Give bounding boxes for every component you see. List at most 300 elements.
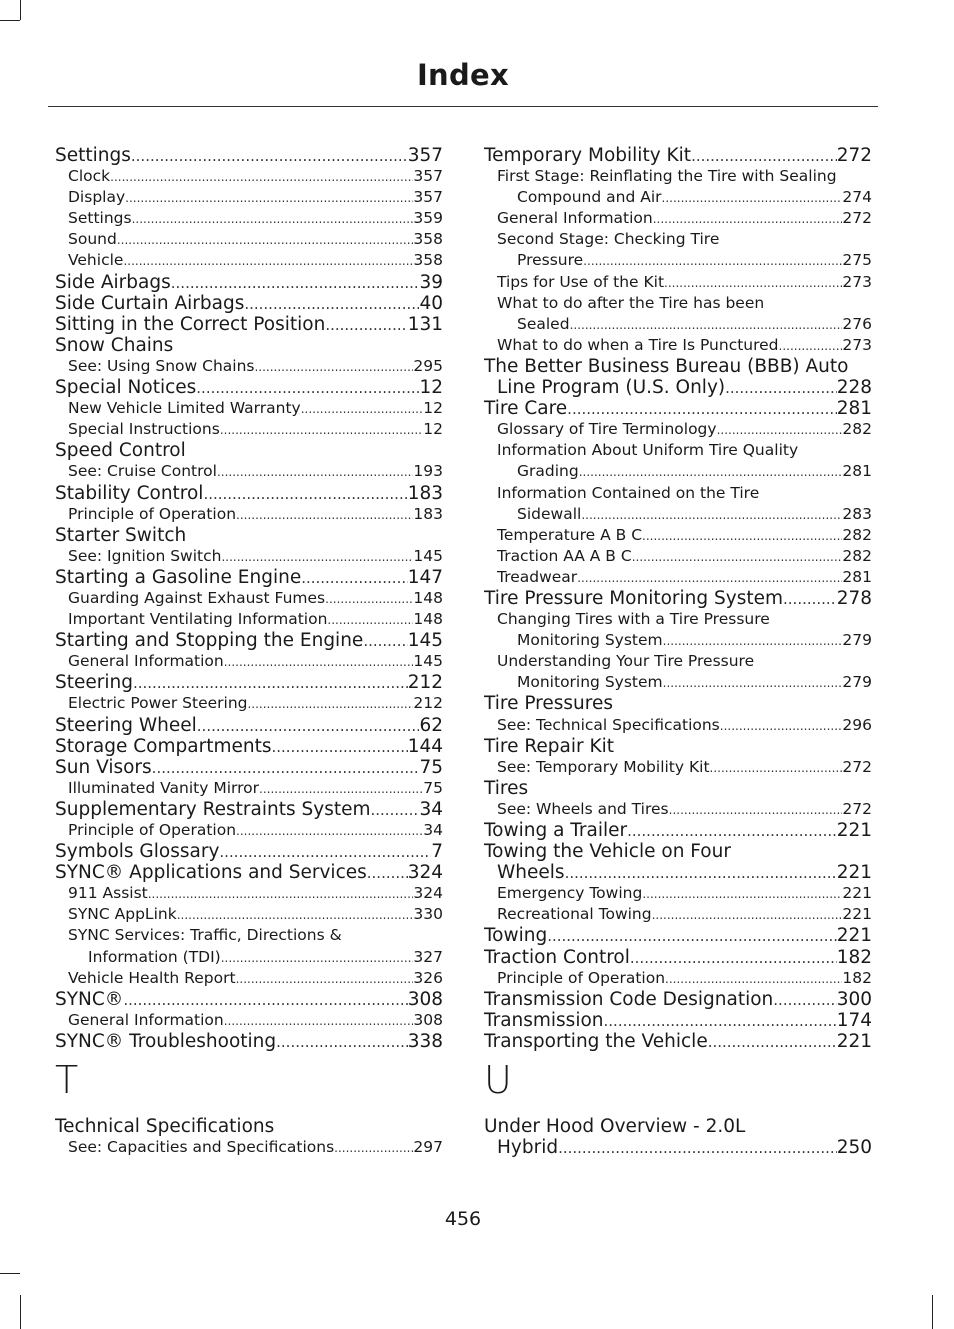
index-entry (484, 651, 872, 672)
index-entry-page: 273 (842, 335, 872, 354)
index-entry (484, 356, 872, 377)
crop-mark (20, 1295, 21, 1329)
index-entry-text: Steering Wheel (55, 714, 197, 736)
page-title: Index (416, 58, 510, 92)
dot-leader (177, 905, 414, 925)
dot-leader (579, 462, 843, 482)
dot-leader (630, 948, 837, 968)
index-entry-page: 40 (419, 292, 443, 314)
dot-leader (664, 273, 842, 293)
dot-leader (125, 188, 413, 208)
index-entry-text: Tire Repair Kit (484, 735, 614, 757)
index-entry-text: Important Ventilating Information (68, 610, 328, 629)
index-entry (55, 883, 443, 904)
index-entry-text: General Information (497, 209, 653, 228)
index-entry-page: 228 (836, 377, 872, 399)
index-entry (484, 841, 872, 862)
index-entry-text: Tire Care (484, 398, 568, 420)
dot-leader (367, 863, 408, 883)
index-entry-page: 281 (842, 567, 872, 586)
index-entry-text: Supplementary Restraints System (55, 798, 371, 820)
dot-leader (642, 526, 842, 546)
index-entry-text: Electric Power Steering (68, 694, 248, 713)
dot-leader (224, 652, 414, 672)
index-entry (484, 883, 872, 904)
index-entry (484, 715, 872, 736)
dot-leader (565, 863, 837, 883)
index-entry-text: The Better Business Bureau (BBB) Auto (484, 355, 849, 377)
dot-leader (123, 990, 407, 1010)
index-entry-text: Special Notices (55, 377, 197, 399)
index-entry (484, 862, 872, 883)
index-entry-text: Storage Compartments (55, 735, 272, 757)
dot-leader (220, 420, 423, 440)
index-entry-text: See: Wheels and Tires (497, 799, 669, 818)
index-entry (484, 293, 872, 314)
index-entry (484, 672, 872, 693)
index-entry-text: SYNC AppLink (68, 905, 177, 924)
index-entry-text: Transmission (484, 1009, 604, 1031)
index-entry-page: 282 (842, 420, 872, 439)
index-entry-page: 308 (413, 1010, 443, 1029)
index-entry (484, 145, 872, 166)
index-entry (484, 925, 872, 946)
index-entry-text: Settings (55, 145, 131, 166)
index-entry-text: First Stage: Reinflating the Tire with Sealing (497, 167, 837, 186)
index-entry (484, 630, 872, 651)
index-entry (55, 588, 443, 609)
index-entry (55, 715, 443, 736)
index-entry (484, 461, 872, 482)
index-entry (484, 208, 872, 229)
index-entry-text: Transporting the Vehicle (484, 1030, 708, 1052)
index-entry-text: Monitoring System (517, 631, 663, 650)
index-entry-page: 357 (407, 145, 443, 166)
index-entry-page: 144 (407, 735, 443, 757)
dot-leader (171, 273, 420, 293)
dot-leader (301, 568, 407, 588)
index-entry (55, 630, 443, 651)
dot-leader (583, 251, 842, 271)
index-entry-page: 182 (842, 968, 872, 987)
index-entry-text: Towing (484, 925, 548, 947)
dot-leader (779, 336, 843, 356)
index-entry-page: 324 (413, 884, 443, 903)
index-entry-page: 279 (842, 631, 872, 650)
index-entry-text: General Information (68, 1010, 224, 1029)
index-entry (55, 1010, 443, 1031)
index-entry-page: 75 (423, 778, 443, 797)
index-entry-page: 148 (413, 610, 443, 629)
index-entry-page: 324 (407, 862, 443, 884)
index-entry-text: Information Contained on the Tire (497, 483, 760, 502)
index-entry-page: 274 (842, 188, 872, 207)
index-entry (484, 799, 872, 820)
index-entry (55, 820, 443, 841)
index-entry (55, 1137, 443, 1158)
index-entry (484, 904, 872, 925)
index-entry-page: 338 (407, 1030, 443, 1052)
index-entry-text: Special Instructions (68, 420, 220, 439)
index-entry-text: Second Stage: Checking Tire (497, 230, 720, 249)
dot-leader (663, 631, 843, 651)
index-entry-text: Traction Control (484, 946, 630, 968)
dot-leader (259, 779, 423, 799)
dot-leader (236, 969, 414, 989)
index-section-letter: U (484, 1058, 512, 1103)
index-entry-text: See: Using Snow Chains (68, 356, 255, 375)
dot-leader (224, 1011, 414, 1031)
index-entry-text: Stability Control (55, 482, 204, 504)
index-entry-page: 272 (836, 145, 872, 166)
index-entry-text: 911 Assist (68, 884, 148, 903)
index-entry-text: Understanding Your Tire Pressure (497, 652, 755, 671)
index-entry-page: 308 (407, 988, 443, 1010)
index-entry (55, 1116, 443, 1137)
index-entry (484, 588, 872, 609)
index-entry-text: Display (68, 188, 126, 207)
index-entry (55, 272, 443, 293)
dot-leader (725, 378, 837, 398)
index-entry-text: Monitoring System (517, 673, 663, 692)
index-entry-text: Snow Chains (55, 334, 174, 356)
index-entry-text: General Information (68, 652, 224, 671)
index-entry-page: 275 (842, 251, 872, 270)
index-entry-page: 326 (413, 968, 443, 987)
index-entry-text: See: Ignition Switch (68, 546, 222, 565)
index-entry-text: Illuminated Vanity Mirror (68, 778, 259, 797)
index-entry-page: 12 (423, 420, 443, 439)
index-entry-page: 358 (413, 251, 443, 270)
index-entry-page: 212 (407, 672, 443, 694)
dot-leader (197, 716, 420, 736)
index-entry-page: 221 (842, 884, 872, 903)
index-entry-page: 39 (419, 271, 443, 293)
dot-leader (652, 905, 843, 925)
dot-leader (577, 568, 842, 588)
index-entry-text: SYNC® Troubleshooting (55, 1030, 277, 1052)
index-entry (55, 904, 443, 925)
index-entry (55, 166, 443, 187)
index-entry-text: Sun Visors (55, 756, 152, 778)
index-entry (484, 419, 872, 440)
index-section-letter: T (55, 1058, 79, 1103)
index-entry-page: 147 (407, 566, 443, 588)
index-entry (55, 398, 443, 419)
crop-mark (20, 0, 21, 20)
dot-leader (217, 462, 413, 482)
dot-leader (653, 209, 843, 229)
index-entry (55, 483, 443, 504)
index-entry-page: 131 (407, 313, 443, 335)
page-number: 456 (444, 1208, 482, 1230)
index-entry-text: Side Curtain Airbags (55, 292, 245, 314)
index-entry-text: Tires (484, 777, 529, 799)
index-entry-text: Towing the Vehicle on Four (484, 841, 731, 863)
index-entry-text: Hybrid (497, 1137, 559, 1159)
index-entry (55, 314, 443, 335)
index-entry (55, 356, 443, 377)
index-entry-page: 296 (842, 715, 872, 734)
dot-leader (254, 357, 413, 377)
dot-leader (604, 1011, 837, 1031)
index-entry (484, 546, 872, 567)
index-entry-text: Steering (55, 672, 133, 694)
dot-leader (570, 315, 843, 335)
index-entry-page: 221 (836, 820, 872, 841)
index-entry (484, 820, 872, 841)
dot-leader (148, 884, 414, 904)
dot-leader (327, 610, 413, 630)
index-entry-page: 183 (407, 482, 443, 504)
index-entry-page: 327 (413, 947, 443, 966)
index-entry (484, 757, 872, 778)
index-entry (484, 567, 872, 588)
dot-leader (219, 842, 431, 862)
index-entry-text: Grading (517, 462, 579, 481)
index-entry-page: 148 (413, 588, 443, 607)
dot-leader (276, 1032, 408, 1052)
dot-leader (363, 631, 407, 651)
index-entry (55, 567, 443, 588)
index-entry (55, 989, 443, 1010)
index-entry-page: 300 (836, 988, 872, 1010)
index-entry-text: See: Temporary Mobility Kit (497, 757, 710, 776)
dot-leader (371, 800, 420, 820)
dot-leader (244, 294, 419, 314)
index-entry-text: Sidewall (517, 504, 582, 523)
index-entry-page: 221 (836, 1030, 872, 1052)
dot-leader (717, 420, 843, 440)
index-entry (484, 377, 872, 398)
dot-leader (221, 948, 414, 968)
index-entry-page: 221 (836, 925, 872, 947)
dot-leader (133, 673, 408, 693)
index-entry (484, 1031, 872, 1052)
index-entry-text: Tips for Use of the Kit (497, 272, 665, 291)
index-entry (55, 440, 443, 461)
index-entry-text: See: Technical Specifications (497, 715, 720, 734)
index-entry-text: New Vehicle Limited Warranty (68, 399, 301, 418)
index-entry-text: See: Capacities and Specifications (68, 1138, 335, 1157)
index-entry-text: Information About Uniform Tire Quality (497, 441, 799, 460)
dot-leader (662, 188, 843, 208)
index-entry-text: Principle of Operation (68, 821, 237, 839)
index-entry (55, 208, 443, 229)
crop-mark (0, 20, 20, 21)
index-entry (55, 947, 443, 968)
index-entry (55, 546, 443, 567)
dot-leader (271, 737, 407, 757)
index-entry-page: 357 (413, 188, 443, 207)
dot-leader (663, 673, 843, 693)
dot-leader (247, 694, 413, 714)
index-entry-page: 358 (413, 230, 443, 249)
index-entry-page: 276 (842, 314, 872, 333)
index-entry (484, 736, 872, 757)
index-entry (55, 841, 443, 862)
index-entry-text: Clock (68, 167, 111, 186)
index-entry-text: Sound (68, 230, 117, 249)
index-entry-page: 281 (842, 462, 872, 481)
dot-leader (236, 505, 413, 525)
index-entry (55, 525, 443, 546)
dot-leader (196, 378, 419, 398)
index-entry (55, 609, 443, 630)
index-entry (55, 250, 443, 271)
index-entry-page: 145 (413, 652, 443, 671)
index-entry (484, 250, 872, 271)
index-entry-text: Sealed (517, 314, 570, 333)
dot-leader (547, 926, 836, 946)
index-entry (484, 335, 872, 356)
index-entry-page: 221 (842, 905, 872, 924)
index-entry-page: 174 (836, 1009, 872, 1031)
index-entry-text: Speed Control (55, 440, 186, 462)
dot-leader (710, 758, 843, 778)
index-entry-page: 272 (842, 799, 872, 818)
index-entry-text: Information (TDI) (88, 947, 221, 966)
index-entry-page: 193 (413, 462, 443, 481)
index-entry (55, 335, 443, 356)
index-entry-page: 212 (413, 694, 443, 713)
dot-leader (110, 167, 413, 187)
index-entry-text: Principle of Operation (497, 968, 666, 987)
index-entry-text: Wheels (497, 862, 565, 884)
index-entry (55, 778, 443, 799)
index-entry-page: 75 (419, 756, 443, 778)
index-entry-text: Compound and Air (517, 188, 662, 207)
dot-leader (581, 505, 842, 525)
index-entry-text: Pressure (517, 251, 584, 270)
dot-leader (117, 230, 414, 250)
dot-leader (325, 589, 413, 609)
index-entry (55, 145, 443, 166)
index-entry-text: Line Program (U.S. Only) (497, 377, 726, 399)
index-entry (484, 1116, 872, 1137)
index-entry-text: Towing a Trailer (484, 820, 628, 841)
index-entry-text: SYNC® (55, 988, 124, 1010)
index-entry (484, 166, 872, 187)
index-entry-text: Changing Tires with a Tire Pressure (497, 610, 770, 629)
dot-leader (203, 484, 407, 504)
title-rule (48, 106, 878, 107)
index-entry-page: 357 (413, 167, 443, 186)
index-entry-page: 283 (842, 504, 872, 523)
index-entry-text: Principle of Operation (68, 504, 237, 523)
index-entry-page: 34 (423, 821, 443, 839)
dot-leader (708, 1032, 837, 1052)
index-entry (484, 398, 872, 419)
index-entry-page: 278 (836, 587, 872, 609)
index-entry (484, 229, 872, 250)
index-entry (484, 968, 872, 989)
dot-leader (334, 1138, 413, 1158)
index-entry (484, 525, 872, 546)
index-entry (55, 504, 443, 525)
dot-leader (301, 399, 424, 419)
index-entry-page: 359 (413, 209, 443, 228)
index-entry-text: Transmission Code Designation (484, 988, 774, 1010)
dot-leader (627, 821, 837, 841)
index-entry-text: What to do after the Tire has been (497, 293, 765, 312)
index-column-right (484, 145, 872, 1158)
index-entry-page: 273 (842, 272, 872, 291)
index-entry-text: Symbols Glossary (55, 841, 220, 863)
index-entry (484, 483, 872, 504)
dot-leader (642, 884, 842, 904)
index-entry-page: 272 (842, 757, 872, 776)
index-entry (55, 925, 443, 946)
index-entry (484, 1137, 872, 1158)
index-entry-text: Technical Specifications (55, 1116, 275, 1138)
index-entry (55, 968, 443, 989)
index-entry-text: Settings (68, 209, 132, 228)
dot-leader (325, 315, 407, 335)
index-entry-text: Emergency Towing (497, 884, 643, 903)
index-entry-page: 250 (836, 1137, 872, 1159)
index-column-left (55, 145, 443, 1158)
index-entry (55, 419, 443, 440)
index-entry (484, 778, 872, 799)
index-entry (484, 609, 872, 630)
index-entry-page: 221 (836, 862, 872, 884)
index-entry-text: Under Hood Overview - 2.0L (484, 1116, 746, 1138)
index-entry (55, 693, 443, 714)
dot-leader (221, 547, 413, 567)
crop-mark (0, 1273, 20, 1274)
index-entry (55, 293, 443, 314)
dot-leader (783, 589, 837, 609)
index-entry (484, 314, 872, 335)
index-entry-page: 281 (836, 398, 872, 420)
index-entry-page: 282 (842, 525, 872, 544)
index-entry-page: 182 (836, 946, 872, 968)
dot-leader (632, 547, 843, 567)
index-entry-page: 145 (407, 630, 443, 652)
index-entry-text: Starter Switch (55, 524, 187, 546)
dot-leader (123, 251, 413, 271)
index-entry (55, 757, 443, 778)
index-entry-text: SYNC Services: Traffic, Directions & (68, 926, 342, 945)
index-entry-page: 7 (431, 841, 443, 863)
index-entry-text: See: Cruise Control (68, 462, 217, 481)
index-entry-text: Treadwear (497, 567, 578, 586)
index-entry (55, 651, 443, 672)
index-entry (55, 1031, 443, 1052)
index-entry-text: Side Airbags (55, 271, 171, 293)
index-entry-page: 183 (413, 504, 443, 523)
index-entry (55, 672, 443, 693)
dot-leader (152, 758, 420, 778)
dot-leader (558, 1138, 837, 1158)
index-entry-page: 62 (419, 714, 443, 736)
index-entry (484, 504, 872, 525)
index-entry (484, 989, 872, 1010)
index-entry-text: Vehicle (68, 251, 124, 270)
index-entry (55, 461, 443, 482)
index-entry (484, 1010, 872, 1031)
dot-leader (131, 146, 408, 166)
dot-leader (236, 821, 423, 841)
index-entry (484, 440, 872, 461)
index-entry-text: Starting a Gasoline Engine (55, 566, 302, 588)
index-entry (484, 693, 872, 714)
index-entry-text: Recreational Towing (497, 905, 652, 924)
index-entry (484, 187, 872, 208)
index-entry-page: 279 (842, 673, 872, 692)
index-entry-text: SYNC® Applications and Services (55, 862, 367, 884)
